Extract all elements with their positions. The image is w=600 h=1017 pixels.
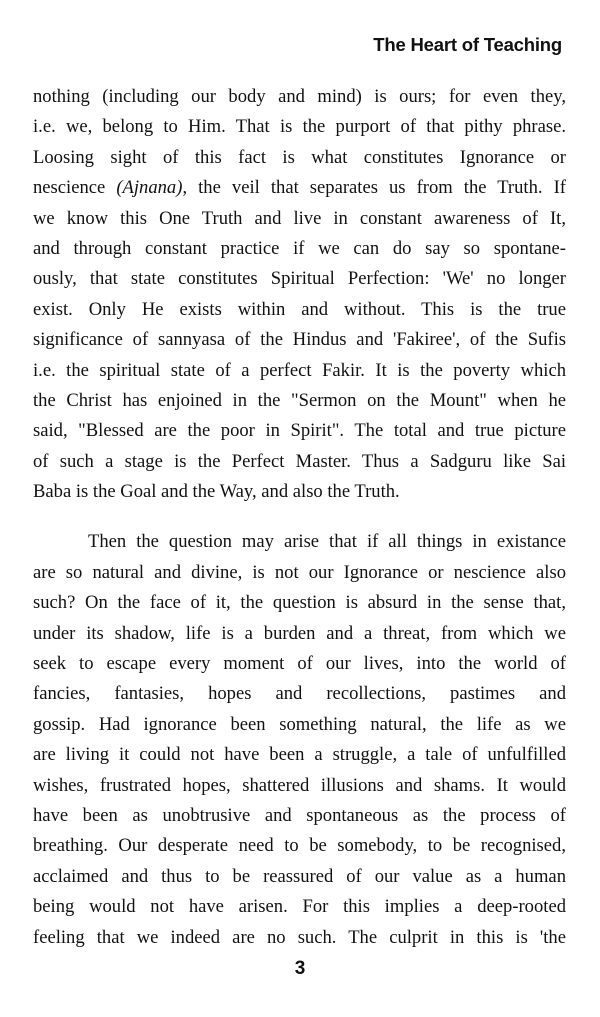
text-line: being would not have arisen. For this implies a deep-rooted xyxy=(33,896,566,918)
text-line: Baba is the Goal and the Way, and also the Truth. xyxy=(33,481,400,503)
text-line: gossip. Had ignorance been something natural, the life as we xyxy=(33,713,566,735)
paragraph-2 xyxy=(33,527,566,952)
text-line: wishes, frustrated hopes, shattered illusions and shams. It would xyxy=(33,774,566,796)
running-head-title: The Heart of Teaching xyxy=(373,34,562,55)
text-line: seek to escape every moment of our lives, into the world of xyxy=(33,653,566,675)
text-line: are so natural and divine, is not our Ignorance or nescience also xyxy=(33,561,566,583)
text-line: of such a stage is the Perfect Master. Thus a Sadguru like Sai xyxy=(33,450,566,472)
text-line: the Christ has enjoined in the "Sermon on the Mount" when he xyxy=(33,389,566,411)
text-line: fancies, fantasies, hopes and recollections, pastimes and xyxy=(33,683,566,705)
text-line: exist. Only He exists within and without. This is the true xyxy=(33,298,566,320)
text-line: ously, that state constitutes Spiritual Perfection: 'We' no longer xyxy=(33,268,566,290)
text-line: such? On the face of it, the question is absurd in the sense that, xyxy=(33,592,566,614)
paragraph-spacer xyxy=(33,507,566,527)
text-line: acclaimed and thus to be reassured of our value as a human xyxy=(33,865,566,887)
paragraph-1 xyxy=(33,82,566,507)
text-line: breathing. Our desperate need to be somebody, to be recognised, xyxy=(33,835,566,857)
text-line: are living it could not have been a struggle, a tale of unfulfilled xyxy=(33,744,566,766)
text-line: nothing (including our body and mind) is ours; for even they, xyxy=(33,86,566,107)
text-line: significance of sannyasa of the Hindus and 'Fakiree', of the Sufis xyxy=(33,329,566,351)
text-line: and through constant practice if we can do say so spontane- xyxy=(33,237,566,259)
italic-term: (Ajnana) xyxy=(116,177,183,199)
text-line: Then the question may arise that if all things in existance xyxy=(88,531,566,553)
text-line: nescience (Ajnana), the veil that separates us from the Truth. If xyxy=(33,177,566,199)
text-line: have been as unobtrusive and spontaneous as the process of xyxy=(33,804,566,826)
text-line: i.e. the spiritual state of a perfect Fakir. It is the poverty which xyxy=(33,359,566,381)
text-line: Loosing sight of this fact is what constitutes Ignorance or xyxy=(33,146,566,168)
text-line: feeling that we indeed are no such. The culprit in this is 'the xyxy=(33,926,566,948)
text-line: i.e. we, belong to Him. That is the purport of that pithy phrase. xyxy=(33,116,566,138)
text-line: under its shadow, life is a burden and a threat, from which we xyxy=(33,622,566,644)
text-line: said, "Blessed are the poor in Spirit". The total and true picture xyxy=(33,420,566,442)
page-number: 3 xyxy=(294,958,306,979)
body-text xyxy=(33,82,566,953)
text-line: we know this One Truth and live in constant awareness of It, xyxy=(33,207,566,229)
